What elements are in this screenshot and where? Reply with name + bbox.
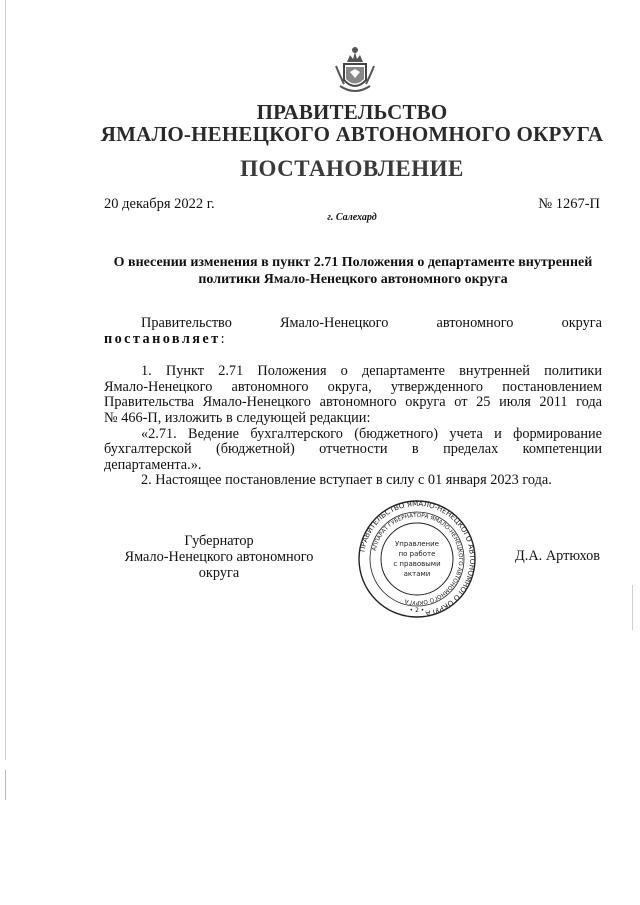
official-seal-stamp [344,500,490,618]
signatory-title-line-2: Ямало-Ненецкого автономного округа [124,549,314,581]
stamp-center-line-4: актами [403,570,431,578]
item1-line-3: Правительства Ямало-Ненецкого автономного округа от 25 июля 2011 года [104,394,602,411]
intro-word-4: округа [561,315,602,331]
item2-paragraph: 2. Настоящее постановление вступает в силу с 01 января 2023 года. [141,472,552,489]
stamp-number: • 2 • [409,607,425,614]
item1-line-4: № 466-П, изложить в следующей редакции: [104,409,371,426]
decree-word: постановляет [104,330,221,347]
quote-line-2: бухгалтерской (бюджетной) отчетности в пределах компетенции [104,441,602,458]
decree-colon: : [220,330,225,347]
stamp-outer-text: ПРАВИТЕЛЬСТВО ЯМАЛО-НЕНЕЦКОГО АВТОНОМНОГО ОКРУГА [357,500,478,618]
document-type: ПОСТАНОВЛЕНИЕ [240,156,464,181]
document-subject [104,254,602,288]
quote-line-3: департамента.». [104,456,202,473]
stamp-center-line-1: Управление [395,540,439,548]
intro-word-1: Правительство [141,315,232,331]
government-name-line2: ЯМАЛО-НЕНЕЦКОГО АВТОНОМНОГО ОКРУГА [100,122,604,146]
stamp-center-line-3: с правовыми [393,560,441,568]
item1-line-2: Ямало-Ненецкого автономного округа, утвержденного постановлением [104,378,602,395]
government-name-line1: ПРАВИТЕЛЬСТВО [256,100,448,124]
intro-line [104,316,602,332]
stamp-center-line-2: по работе [398,550,436,558]
scan-edge-right [632,585,633,630]
document-number: № 1267-П [538,196,600,212]
document-date: 20 декабря 2022 г. [104,196,215,212]
signatory-title-line-1: Губернатор [184,533,254,549]
quote-line-1: «2.71. Ведение бухгалтерского (бюджетного) учета и формирование [141,425,602,442]
decree-line [104,332,602,348]
intro-word-3: автономного [436,315,514,331]
coat-of-arms-emblem [330,44,380,96]
subject-line-2: политики Ямало-Ненецкого автономного округа [198,272,508,287]
scan-edge-left [5,0,6,760]
subject-line-1: О внесении изменения в пункт 2.71 Положения о департаменте внутренней [113,255,593,270]
intro-word-2: Ямало-Ненецкого [280,315,389,331]
signatory-name: Д.А. Артюхов [515,548,600,564]
document-body [104,316,602,489]
scan-edge-left-mark [5,770,6,800]
signatory-title [104,533,334,581]
stamp-inner-text: АППАРАТ ГУБЕРНАТОРА ЯМАЛО-НЕНЕЦКОГО АВТОНОМНОГО ОКРУГА [371,512,464,606]
item1-line-1: 1. Пункт 2.71 Положения о департаменте внутренней политики [141,363,602,380]
document-city: г. Салехард [327,212,377,223]
